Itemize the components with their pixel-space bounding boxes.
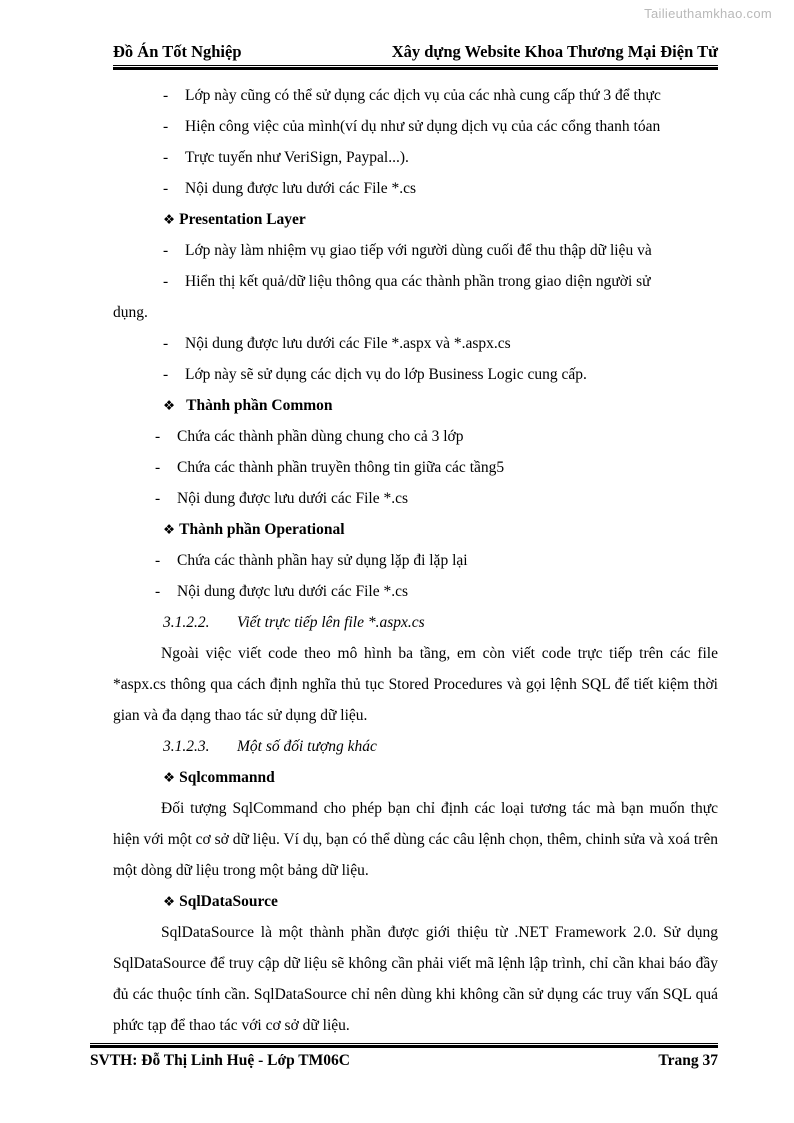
list-item [113, 328, 718, 359]
list-item [113, 235, 718, 266]
diamond-bullet-icon: ❖ [163, 212, 176, 228]
list-item [113, 545, 718, 576]
heading-operational-component [113, 514, 718, 545]
section-number: 3.1.2.2. [163, 614, 210, 631]
footer-rule [90, 1043, 718, 1048]
list-item [113, 266, 718, 297]
dash-bullet-icon: - [163, 149, 169, 166]
section-title: Viết trực tiếp lên file *.aspx.cs [237, 614, 425, 631]
dash-bullet-icon: - [155, 428, 161, 445]
heading-sqldatasource [113, 886, 718, 917]
list-item-text: Lớp này làm nhiệm vụ giao tiếp với người dùng cuối để thu thập dữ liệu và [185, 242, 652, 259]
list-item-text: Chứa các thành phần truyền thông tin giữa các tầng5 [177, 459, 505, 476]
list-item-text: Trực tuyến như VeriSign, Paypal...). [185, 149, 409, 166]
header-left-title: Đồ Án Tốt Nghiệp [113, 42, 242, 61]
header-rule-thin [113, 65, 718, 66]
list-item-text: Nội dung được lưu dưới các File *.cs [185, 180, 417, 197]
diamond-bullet-icon: ❖ [163, 398, 176, 414]
header-rule-thick [113, 67, 718, 70]
footer-rule-thick [90, 1045, 718, 1048]
list-item [113, 576, 718, 607]
list-item [113, 359, 718, 390]
list-item [113, 421, 718, 452]
heading-common-component [113, 390, 718, 421]
heading-text: SqlDataSource [179, 893, 278, 910]
dash-bullet-icon: - [163, 118, 169, 135]
dash-bullet-icon: - [155, 583, 161, 600]
dash-bullet-icon: - [163, 335, 169, 352]
section-heading-3-1-2-3 [113, 731, 718, 762]
paragraph-sqldatasource: SqlDataSource là một thành phần được giới thiệu từ .NET Framework 2.0. Sử dụng SqlDataSource để truy cập dữ liệu sẽ không cần phải viết mã lệnh lập trình, chỉ cần khai báo đầy đủ các thuộc tính cần. SqlDataSource chỉ nên dùng khi không cần sử dụng các truy vấn SQL quá phức tạp để thao tác với cơ sở dữ liệu. [113, 924, 718, 1034]
heading-text: Sqlcommannd [179, 769, 275, 786]
list-item-text: Lớp này cũng có thể sử dụng các dịch vụ của các nhà cung cấp thứ 3 để thực [185, 87, 661, 104]
list-item-text: Chứa các thành phần hay sử dụng lặp đi lặp lại [177, 552, 468, 569]
paragraph-sqlcommand: Đối tượng SqlCommand cho phép bạn chỉ định các loại tương tác mà bạn muốn thực hiện với một cơ sở dữ liệu. Ví dụ, bạn có thể dùng các câu lệnh chọn, thêm, chinh sửa và xoá trên một dòng dữ liệu trong một bảng dữ liệu. [113, 800, 718, 879]
heading-text: Thành phần Common [186, 397, 333, 414]
dash-bullet-icon: - [155, 490, 161, 507]
section-title: Một số đối tượng khác [237, 738, 377, 755]
section-number: 3.1.2.3. [163, 738, 210, 755]
dash-bullet-icon: - [163, 366, 169, 383]
page-body [113, 80, 718, 1041]
paragraph-3-1-2-2: Ngoài việc viết code theo mô hình ba tầng, em còn viết code trực tiếp trên các file *aspx.cs thông qua cách định nghĩa thủ tục Stored Procedures và gọi lệnh SQL để tiết kiệm thời gian và đa dạng thao tác sử dụng dữ liệu. [113, 645, 718, 724]
list-item [113, 142, 718, 173]
wrapped-line-text: dụng. [113, 304, 148, 321]
list-item-text: Hiển thị kết quả/dữ liệu thông qua các thành phần trong giao diện người sử [185, 273, 651, 290]
list-item-text: Nội dung được lưu dưới các File *.cs [177, 583, 409, 600]
dash-bullet-icon: - [163, 180, 169, 197]
diamond-bullet-icon: ❖ [163, 522, 176, 538]
list-item-text: Chứa các thành phần dùng chung cho cả 3 lớp [177, 428, 464, 445]
dash-bullet-icon: - [163, 242, 169, 259]
list-item [113, 452, 718, 483]
running-footer [90, 1052, 718, 1070]
list-item-text: Nội dung được lưu dưới các File *.cs [177, 490, 409, 507]
footer-rule-thin [90, 1043, 718, 1044]
heading-presentation-layer [113, 204, 718, 235]
list-item-text: Lớp này sẽ sử dụng các dịch vụ do lớp Business Logic cung cấp. [185, 366, 587, 383]
list-item [113, 80, 718, 111]
list-item [113, 111, 718, 142]
section-heading-3-1-2-2 [113, 607, 718, 638]
watermark-text: Tailieuthamkhao.com [644, 6, 772, 21]
header-rule [113, 65, 718, 70]
running-header [113, 42, 718, 62]
heading-text: Presentation Layer [179, 211, 306, 228]
diamond-bullet-icon: ❖ [163, 894, 176, 910]
footer-author: SVTH: Đỗ Thị Linh Huệ - Lớp TM06C [90, 1052, 350, 1069]
list-item [113, 173, 718, 204]
heading-sqlcommand [113, 762, 718, 793]
diamond-bullet-icon: ❖ [163, 770, 176, 786]
header-right-title: Xây dựng Website Khoa Thương Mại Điện Tử [391, 42, 718, 61]
heading-text: Thành phần Operational [179, 521, 345, 538]
list-item-text: Nội dung được lưu dưới các File *.aspx và *.aspx.cs [185, 335, 511, 352]
dash-bullet-icon: - [155, 552, 161, 569]
list-item [113, 483, 718, 514]
footer-page-number: Trang 37 [658, 1052, 718, 1069]
dash-bullet-icon: - [163, 273, 169, 290]
dash-bullet-icon: - [163, 87, 169, 104]
dash-bullet-icon: - [155, 459, 161, 476]
list-item-text: Hiện công việc của mình(ví dụ như sử dụng dịch vụ của các cổng thanh tóan [185, 118, 661, 135]
